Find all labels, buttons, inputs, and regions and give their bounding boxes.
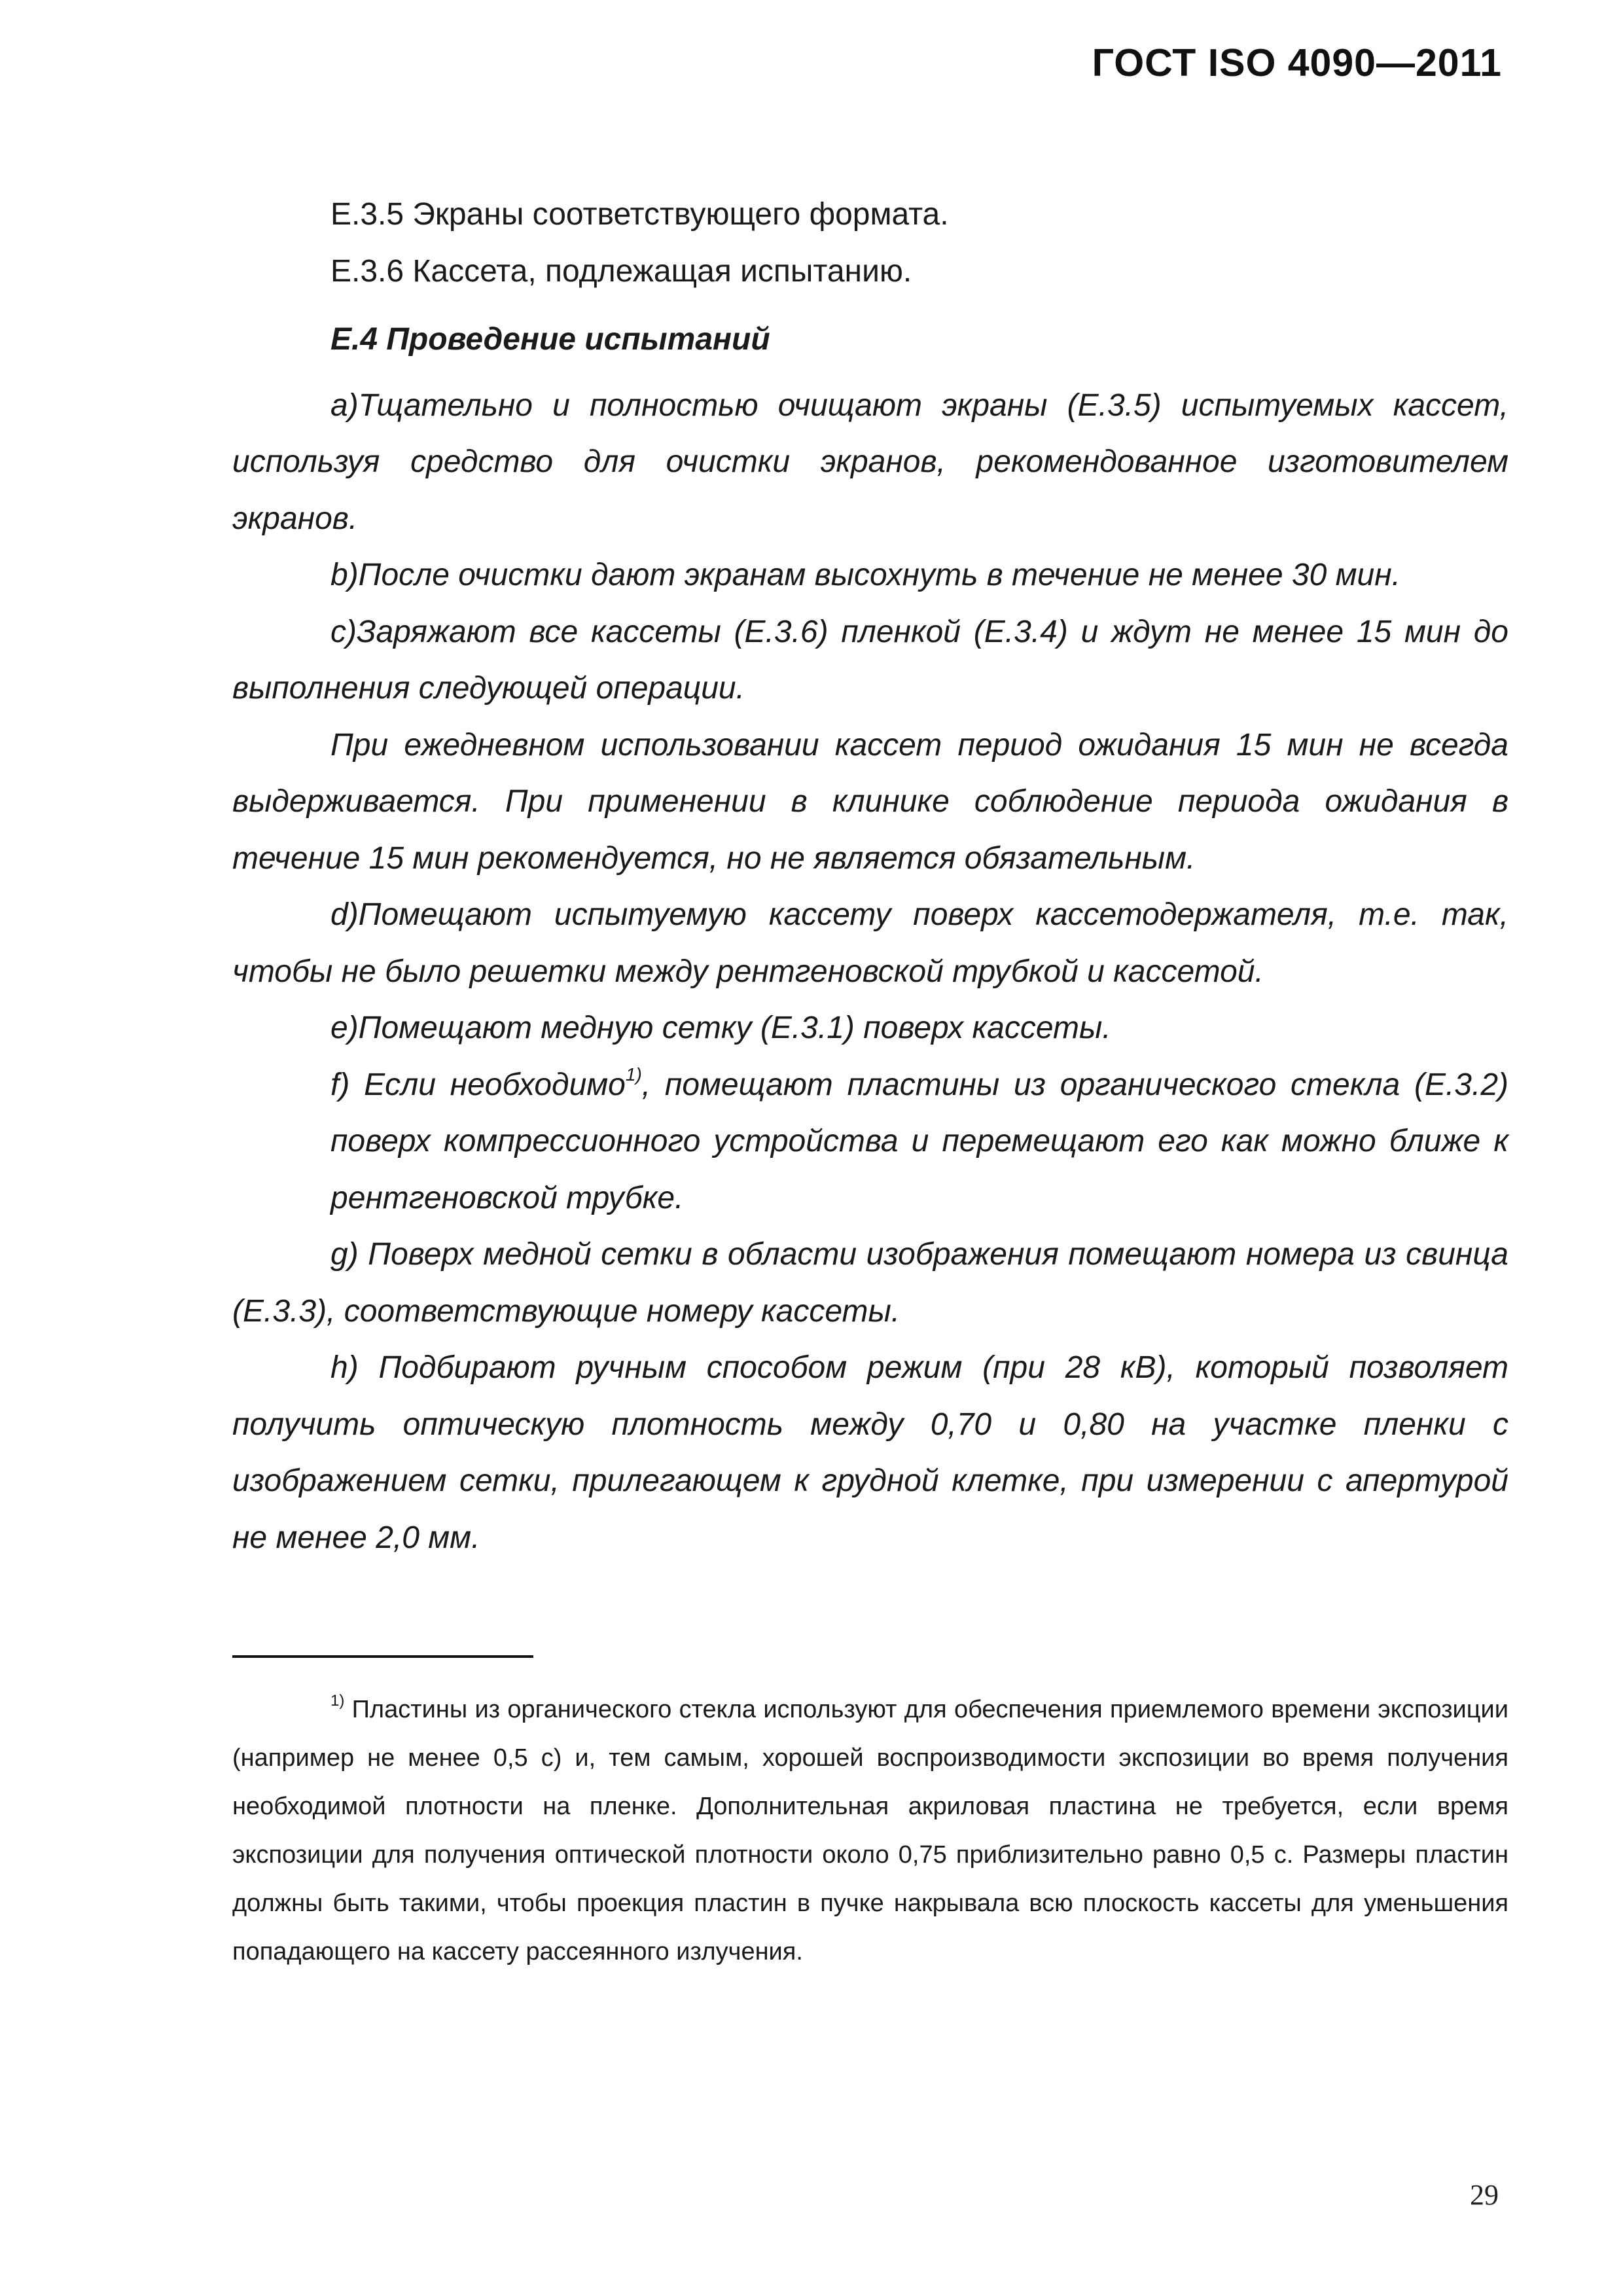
step-a: а)Тщательно и полностью очищают экраны (Е.3.5) испытуемых кассет, используя средство для очистки экранов, рекомендованное изготовителем экранов. (232, 387, 1508, 536)
step-d: d)Помещают испытуемую кассету поверх кассетодержателя, т.е. так, чтобы не было решетки между рентгеновской трубкой и кассетой. (232, 897, 1508, 989)
note-paragraph: При ежедневном использовании кассет период ожидания 15 мин не всегда выдерживается. При применении в клинике соблюдение периода ожидания в течение 15 мин рекомендуется, но не является обязательным. (232, 727, 1508, 876)
footnote-separator (232, 1655, 533, 1658)
item-e36: Е.3.6 Кассета, подлежащая испытанию. (330, 253, 912, 289)
step-h: h) Подбирают ручным способом режим (при 28 кВ), который позволяет получить оптическую плотность между 0,70 и 0,80 на участке пленки с изображением сетки, прилегающем к грудной клетке, при измерении с апертурой не менее 2,0 мм. (232, 1350, 1508, 1555)
step-b: b)После очистки дают экранам высохнуть в течение не менее 30 мин. (330, 558, 1400, 592)
item-e35: Е.3.5 Экраны соответствующего формата. (330, 197, 949, 232)
page-number: 29 (1470, 2179, 1499, 2211)
footnote (232, 1685, 1508, 1976)
main-text (232, 187, 1508, 1566)
step-f-start: f) Если необходимо (330, 1067, 626, 1102)
section-title: Е.4 Проведение испытаний (330, 322, 770, 357)
footnote-text: Пластины из органического стекла используют для обеспечения приемлемого времени экспозиции (например не менее 0,5 с) и, тем самым, хорошей воспроизводимости экспозиции во время получения необходимой плотности на пленке. Дополнительная акриловая пластина не требуется, если время экспозиции для получения оптической плотности около 0,75 приблизительно равно 0,5 с. Размеры пластин должны быть такими, чтобы проекция пластин в пучке накрывала всю плоскость кассеты для уменьшения попадающего на кассету рассеянного излучения. (232, 1696, 1508, 1965)
footnote-paragraph (232, 1685, 1508, 1976)
footnote-reference[interactable]: 1) (625, 1064, 642, 1085)
document-code-header: ГОСТ ISO 4090—2011 (1092, 41, 1502, 84)
step-e: е)Помещают медную сетку (Е.3.1) поверх кассеты. (330, 1011, 1111, 1045)
footnote-marker: 1) (330, 1692, 345, 1710)
step-c: c)Заряжают все кассеты (Е.3.6) пленкой (Е.3.4) и ждут не менее 15 мин до выполнения следующей операции. (232, 614, 1508, 706)
step-f-end: , помещают пластины из органического стекла (Е.3.2) поверх компрессионного устройства и перемещают его как можно ближе к рентгеновской трубке. (330, 1067, 1508, 1215)
step-f (232, 1057, 1508, 1227)
step-g: g) Поверх медной сетки в области изображения помещают номера из свинца (Е.3.3), соответствующие номеру кассеты. (232, 1237, 1508, 1329)
